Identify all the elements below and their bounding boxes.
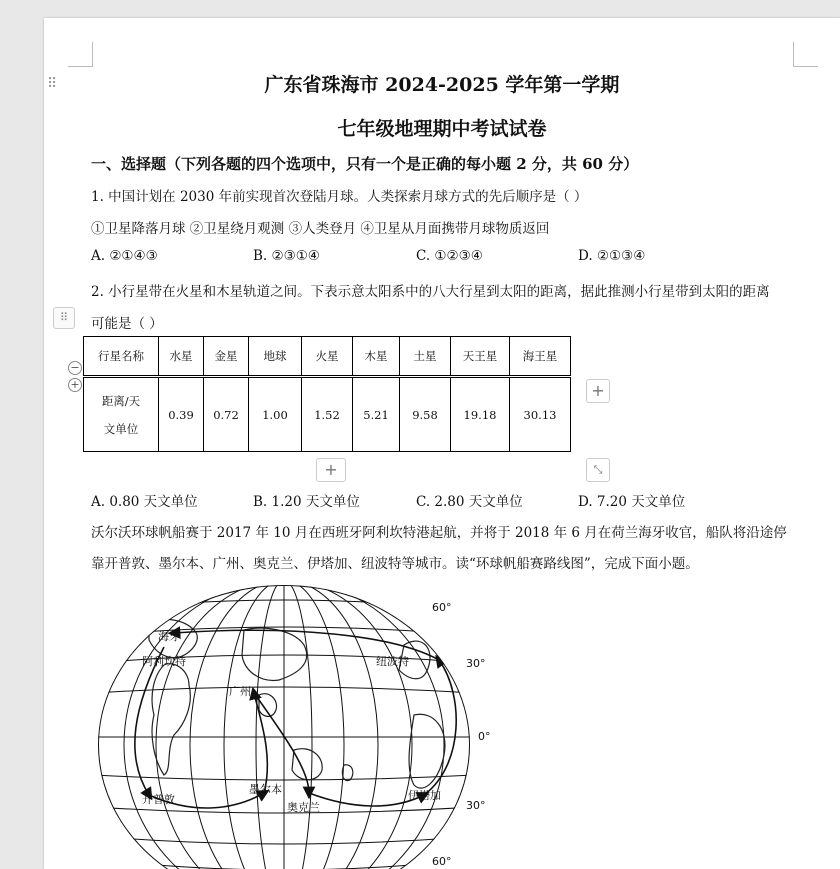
- q2-option-b: B. 1.20 天文单位: [253, 494, 360, 510]
- planet-name: 海王星: [510, 337, 571, 377]
- q2-stem-line-1: 2. 小行星带在火星和木星轨道之间。下表示意太阳系中的八大行星到太阳的距离，据此推测小行星带到太阳的距离: [91, 284, 770, 300]
- q2-stem-line-2: 可能是（ ）: [91, 316, 163, 332]
- distance-value: 1.52: [302, 377, 353, 452]
- q1-stem: 1. 中国计划在 2030 年前实现首次登陆月球。人类探索月球方式的先后顺序是（ ）: [91, 189, 588, 205]
- q1-option-b: B. ②③①④: [253, 248, 320, 264]
- add-column-button[interactable]: +: [586, 379, 610, 403]
- distance-value: 30.13: [510, 377, 571, 452]
- latitude-label: 0°: [478, 730, 491, 743]
- row-label-line-2: 文单位: [103, 421, 139, 436]
- planet-name: 金星: [204, 337, 249, 377]
- planet-name: 地球: [249, 337, 302, 377]
- city-label: 奥克兰: [287, 801, 320, 814]
- q2-option-c: C. 2.80 天文单位: [416, 494, 523, 510]
- globe-grid: [94, 585, 474, 869]
- latitude-label: 60°: [432, 855, 452, 868]
- distance-value: 0.39: [159, 377, 204, 452]
- distance-value: 9.58: [400, 377, 451, 452]
- planet-name: 水星: [159, 337, 204, 377]
- drag-handle-icon[interactable]: ⠿: [47, 76, 56, 92]
- table-header-label: 行星名称: [84, 337, 159, 377]
- title-line-2: 七年级地理期中考试试卷: [337, 118, 547, 140]
- row-label-line-1: 距离/天: [101, 393, 141, 408]
- q1-option-d: D. ②①③④: [578, 248, 646, 264]
- insert-row-icon[interactable]: +: [68, 378, 82, 392]
- distance-value: 19.18: [451, 377, 510, 452]
- q2-option-d: D. 7.20 天文单位: [578, 494, 686, 510]
- table-resize-icon[interactable]: ⤡: [586, 458, 610, 482]
- passage-line-1: 沃尔沃环球帆船赛于 2017 年 10 月在西班牙阿利坎特港起航，并将于 2018 年 6 月在荷兰海牙收官，船队将沿途停: [91, 525, 787, 541]
- planet-name: 木星: [353, 337, 400, 377]
- planet-distance-table: [83, 336, 571, 452]
- crop-mark-top-left: [68, 42, 93, 67]
- planet-name: 土星: [400, 337, 451, 377]
- table-row-label: [84, 377, 159, 452]
- q2-option-a: A. 0.80 天文单位: [91, 494, 198, 510]
- distance-value: 0.72: [204, 377, 249, 452]
- city-label: 伊塔加: [408, 789, 441, 802]
- sailing-route-map: [94, 585, 494, 869]
- table-move-handle-icon[interactable]: ⠿: [53, 307, 75, 329]
- distance-value: 5.21: [353, 377, 400, 452]
- q1-option-c: C. ①②③④: [416, 248, 483, 264]
- latitude-label: 30°: [466, 799, 486, 812]
- remove-row-icon[interactable]: −: [68, 361, 82, 375]
- section-heading: 一、选择题（下列各题的四个选项中，只有一个是正确的每小题 2 分，共 60 分）: [91, 155, 639, 173]
- crop-mark-top-right: [793, 42, 818, 67]
- planet-name: 火星: [302, 337, 353, 377]
- city-label: 海牙: [158, 630, 180, 643]
- title-line-1: 广东省珠海市 2024-2025 学年第一学期: [264, 74, 620, 96]
- latitude-label: 60°: [432, 601, 452, 614]
- city-label: 广州: [229, 685, 251, 698]
- city-label: 墨尔本: [249, 783, 282, 796]
- latitude-label: 30°: [466, 657, 486, 670]
- planet-name: 天王星: [451, 337, 510, 377]
- add-row-button[interactable]: +: [316, 458, 346, 482]
- q1-option-a: A. ②①④③: [91, 248, 158, 264]
- city-label: 纽波特: [376, 655, 409, 668]
- distance-value: 1.00: [249, 377, 302, 452]
- q1-items: ①卫星降落月球 ②卫星绕月观测 ③人类登月 ④卫星从月面携带月球物质返回: [91, 221, 550, 237]
- city-label: 阿利坎特: [142, 655, 186, 668]
- city-label: 开普敦: [142, 793, 175, 806]
- passage-line-2: 靠开普敦、墨尔本、广州、奥克兰、伊塔加、纽波特等城市。读“环球帆船赛路线图”，完成下面小题。: [91, 556, 699, 572]
